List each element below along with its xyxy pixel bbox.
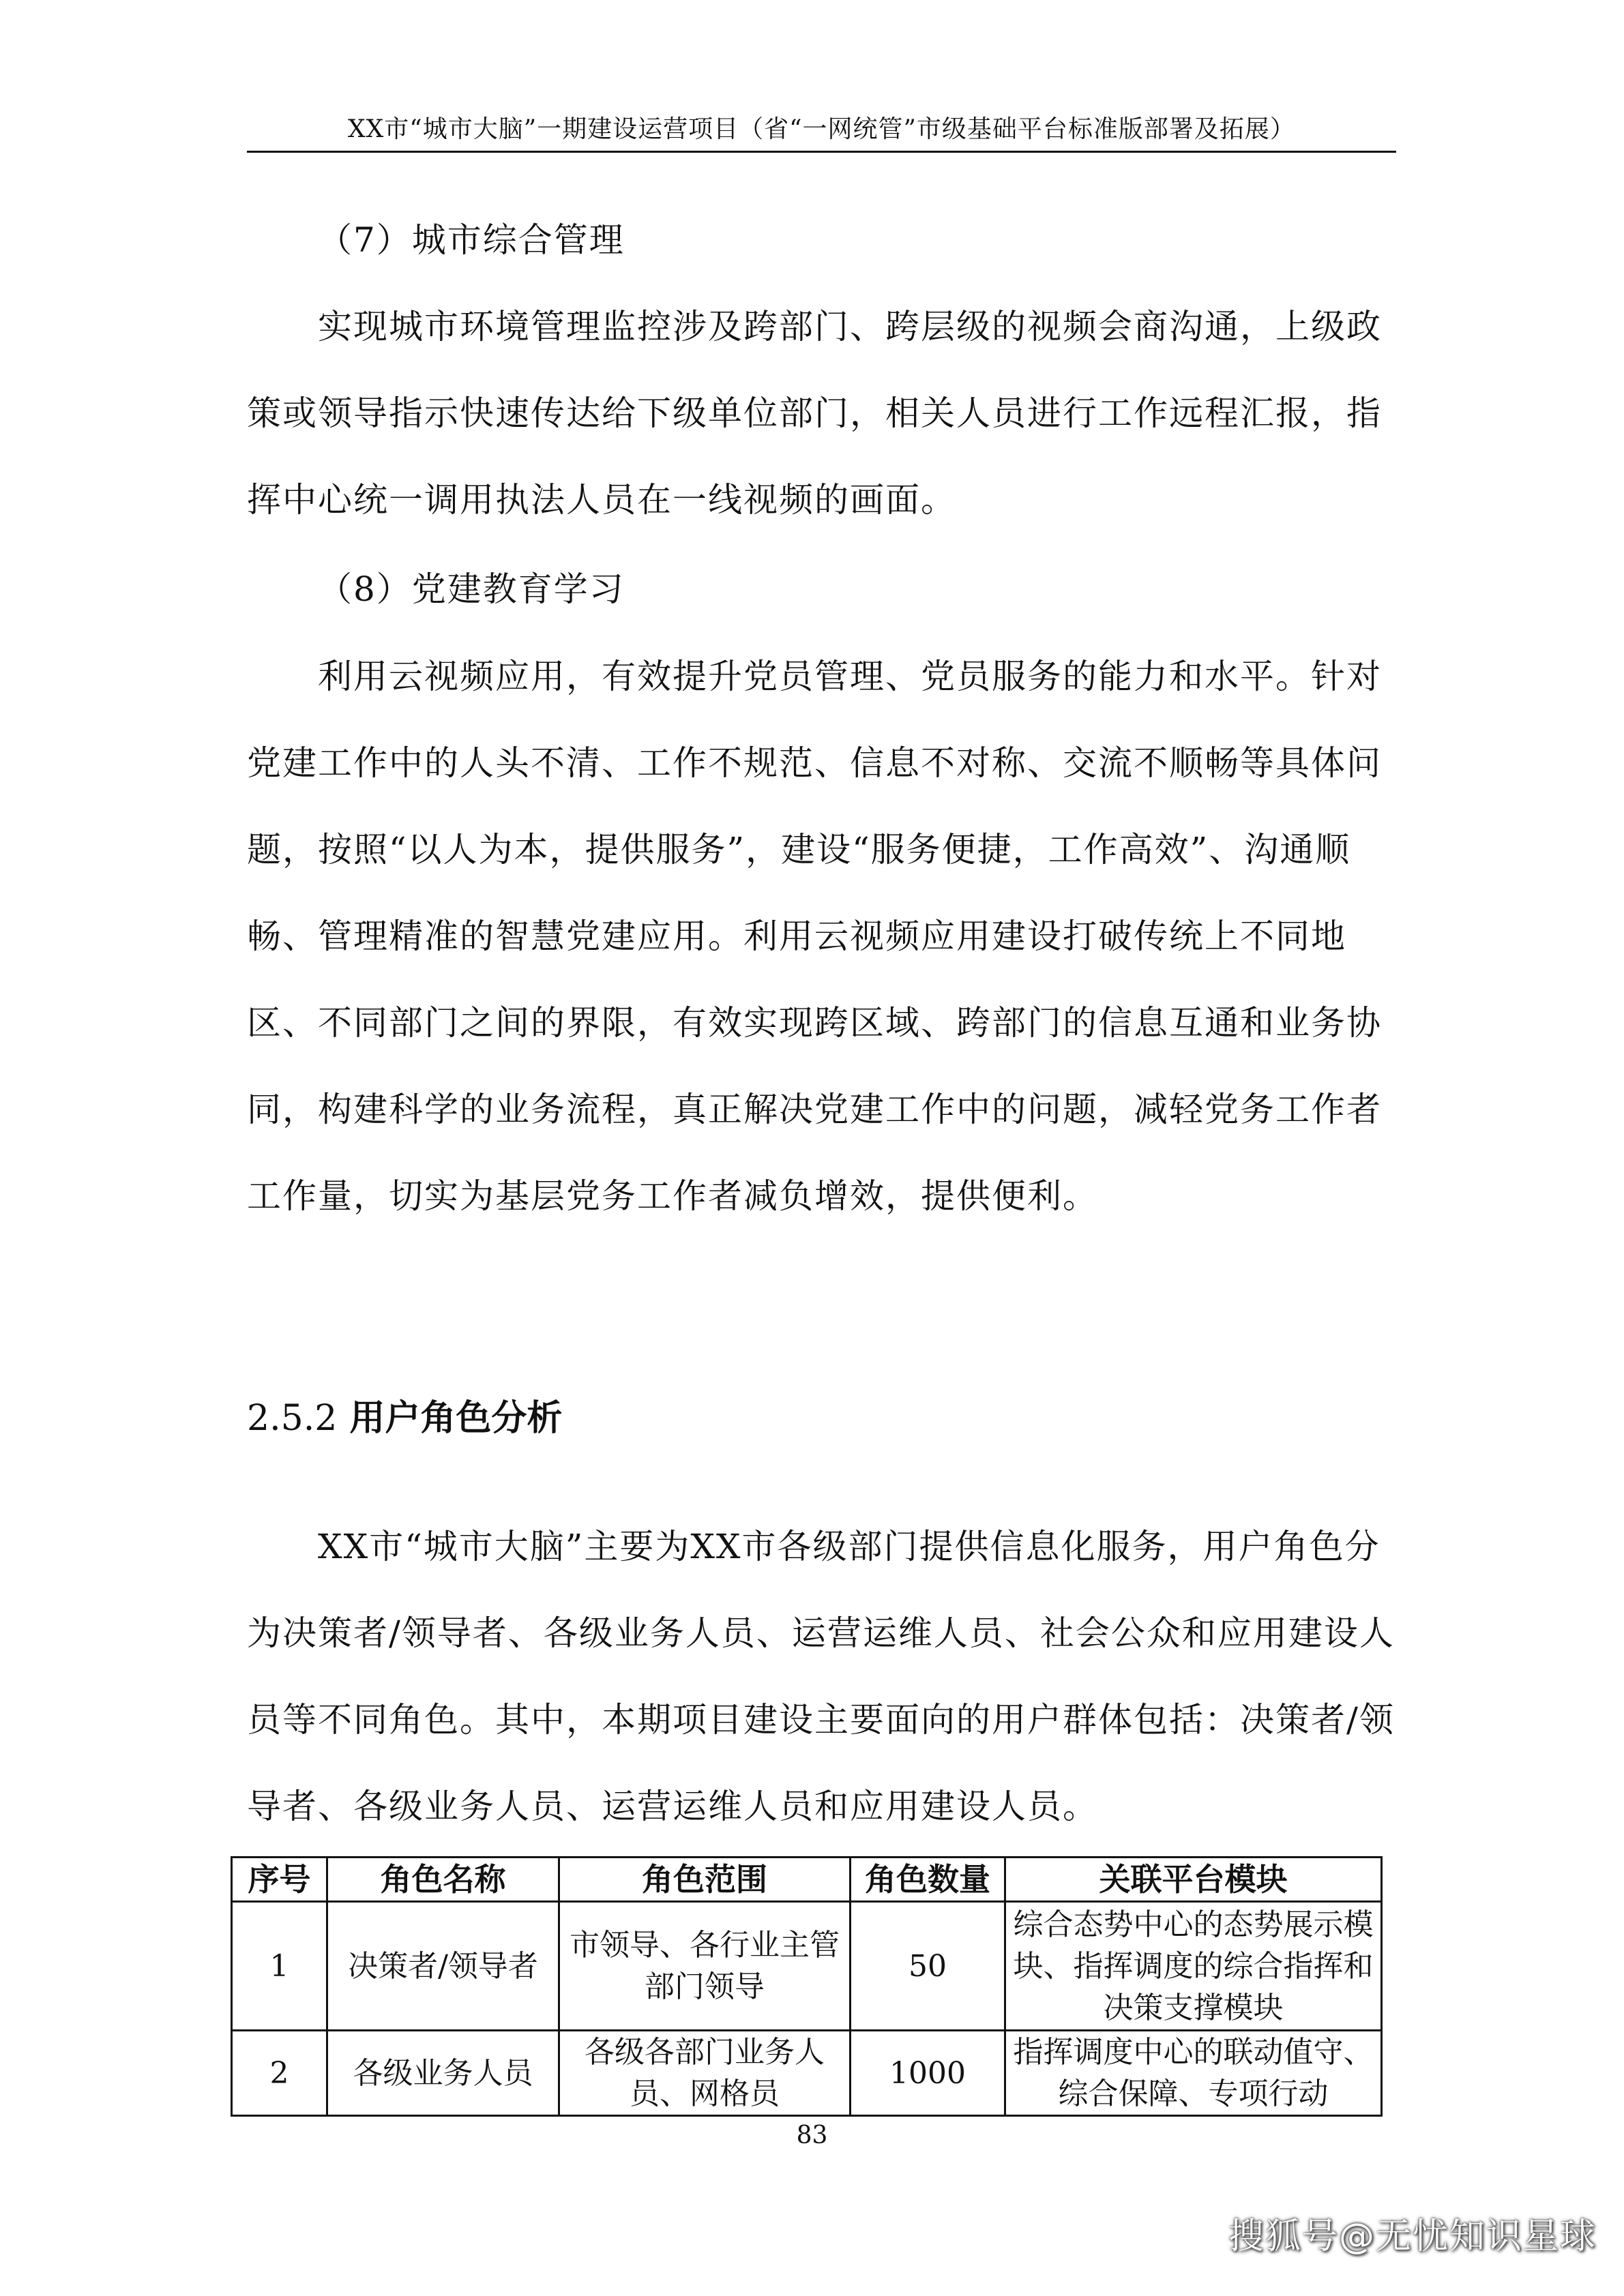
header-index: 序号 xyxy=(232,1858,327,1902)
item-7-heading: （7）城市综合管理 xyxy=(318,220,625,260)
cell-count: 50 xyxy=(851,1902,1005,2031)
item-8-heading: （8）党建教育学习 xyxy=(318,569,625,609)
table-row xyxy=(232,1902,1382,2031)
cell-modules: 指挥调度中心的联动值守、综合保障、专项行动 xyxy=(1005,2031,1382,2116)
table-row xyxy=(232,2031,1382,2116)
table-header-row xyxy=(232,1858,1382,1902)
item-8-body: 利用云视频应用，有效提升党员管理、党员服务的能力和水平。针对党建工作中的人头不清、工作不规范、信息不对称、交流不顺畅等具体问题，按照“以人为本，提供服务”，建设“服务便捷，工作高效”、沟通顺畅、管理精准的智慧党建应用。利用云视频应用建设打破传统上不同地区、不同部门之间的界限，有效实现跨区域、跨部门的信息互通和业务协同，构建科学的业务流程，真正解决党建工作中的问题，减轻党务工作者工作量，切实为基层党务工作者减负增效，提供便利。 xyxy=(247,657,1382,1216)
cell-scope: 市领导、各行业主管部门领导 xyxy=(559,1902,851,2031)
watermark: 搜狐号@无忧知识星球 xyxy=(1228,2216,1597,2257)
cell-scope: 各级各部门业务人员、网格员 xyxy=(559,2031,851,2116)
cell-index: 1 xyxy=(232,1902,327,2031)
header-modules: 关联平台模块 xyxy=(1005,1858,1382,1902)
cell-modules: 综合态势中心的态势展示模块、指挥调度的综合指挥和决策支撑模块 xyxy=(1005,1902,1382,2031)
cell-count: 1000 xyxy=(851,2031,1005,2116)
page-number: 83 xyxy=(796,2121,828,2149)
section-body: XX市“城市大脑”主要为XX市各级部门提供信息化服务，用户角色分为决策者/领导者、各级业务人员、运营运维人员、社会公众和应用建设人员等不同角色。其中，本期项目建设主要面向的用户群体包括：决策者/领导者、各级业务人员、运营运维人员和应用建设人员。 xyxy=(247,1527,1395,1826)
header-name: 角色名称 xyxy=(327,1858,559,1902)
roles-table xyxy=(231,1856,1383,2117)
header-rule xyxy=(247,151,1396,153)
item-7-body: 实现城市环境管理监控涉及跨部门、跨层级的视频会商沟通，上级政策或领导指示快速传达给下级单位部门，相关人员进行工作远程汇报，指挥中心统一调用执法人员在一线视频的画面。 xyxy=(247,307,1382,520)
cell-name: 决策者/领导者 xyxy=(327,1902,559,2031)
cell-index: 2 xyxy=(232,2031,327,2116)
section-title xyxy=(247,1391,562,1446)
cell-name: 各级业务人员 xyxy=(327,2031,559,2116)
page-header: XX市“城市大脑”一期建设运营项目（省“一网统管”市级基础平台标准版部署及拓展） xyxy=(348,115,1295,143)
section-number: 2.5.2 xyxy=(247,1398,338,1439)
section-title-text: 用户角色分析 xyxy=(349,1398,563,1439)
header-scope: 角色范围 xyxy=(559,1858,851,1902)
header-count: 角色数量 xyxy=(851,1858,1005,1902)
